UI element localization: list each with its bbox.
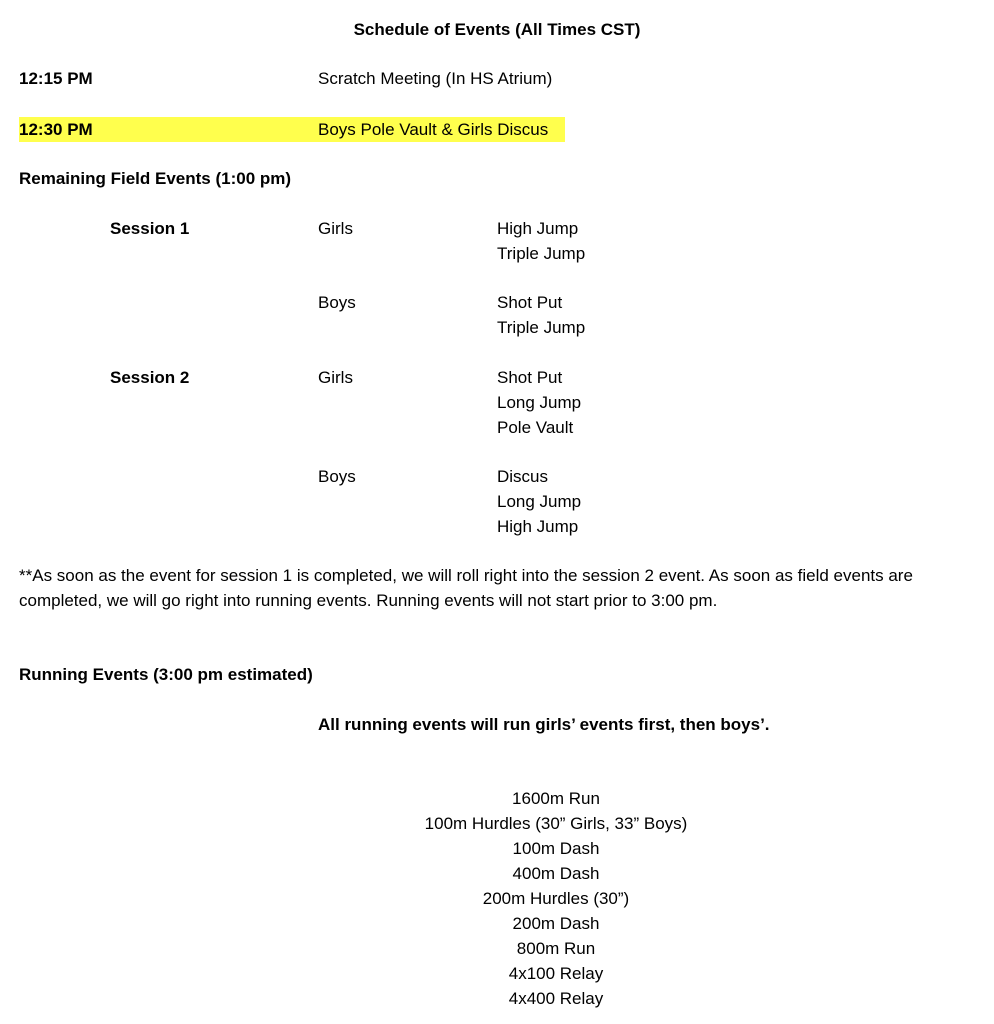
list-item: 200m Hurdles (30”) <box>482 889 630 908</box>
session-2-girls-label: Girls <box>318 368 353 387</box>
list-item: 1600m Run <box>512 789 600 808</box>
session-1-boys-events <box>497 290 585 340</box>
list-item: 800m Run <box>516 939 596 958</box>
list-item: 200m Dash <box>512 914 600 933</box>
session-1-girls-events <box>497 216 585 266</box>
list-item: High Jump <box>497 219 579 238</box>
schedule-event-2: Boys Pole Vault & Girls Discus <box>318 120 549 139</box>
list-item: Pole Vault <box>497 418 574 437</box>
list-item: 4x400 Relay <box>508 989 604 1008</box>
list-item: Triple Jump <box>497 244 586 263</box>
list-item: Shot Put <box>497 293 563 312</box>
field-events-heading: Remaining Field Events (1:00 pm) <box>19 169 292 188</box>
running-events-subheading: All running events will run girls’ events first, then boys’. <box>318 715 770 734</box>
session-1-boys-label: Boys <box>318 293 356 312</box>
session-2-boys-label: Boys <box>318 467 356 486</box>
list-item: High Jump <box>497 517 579 536</box>
list-item: 100m Dash <box>512 839 600 858</box>
list-item: 100m Hurdles (30” Girls, 33” Boys) <box>424 814 688 833</box>
running-events-heading: Running Events (3:00 pm estimated) <box>19 665 313 684</box>
list-item: Triple Jump <box>497 318 586 337</box>
list-item: 400m Dash <box>512 864 600 883</box>
session-note: **As soon as the event for session 1 is completed, we will roll right into the session 2 event. As soon as field events are completed, we will go right into running events. Running events will not start prior to 3:00 pm. <box>19 566 913 610</box>
list-item: 4x100 Relay <box>508 964 604 983</box>
schedule-event-1: Scratch Meeting (In HS Atrium) <box>318 69 553 88</box>
schedule-time-1: 12:15 PM <box>19 69 93 88</box>
session-2-boys-events <box>497 464 581 539</box>
page-title: Schedule of Events (All Times CST) <box>353 20 641 39</box>
schedule-time-2: 12:30 PM <box>19 120 93 139</box>
running-events-list <box>380 786 732 1011</box>
list-item: Long Jump <box>497 492 582 511</box>
session-1-girls-label: Girls <box>318 219 353 238</box>
list-item: Shot Put <box>497 368 563 387</box>
list-item: Long Jump <box>497 393 582 412</box>
list-item: Discus <box>497 467 549 486</box>
session-1-label: Session 1 <box>110 219 190 238</box>
session-2-label: Session 2 <box>110 368 190 387</box>
session-2-girls-events <box>497 365 581 440</box>
